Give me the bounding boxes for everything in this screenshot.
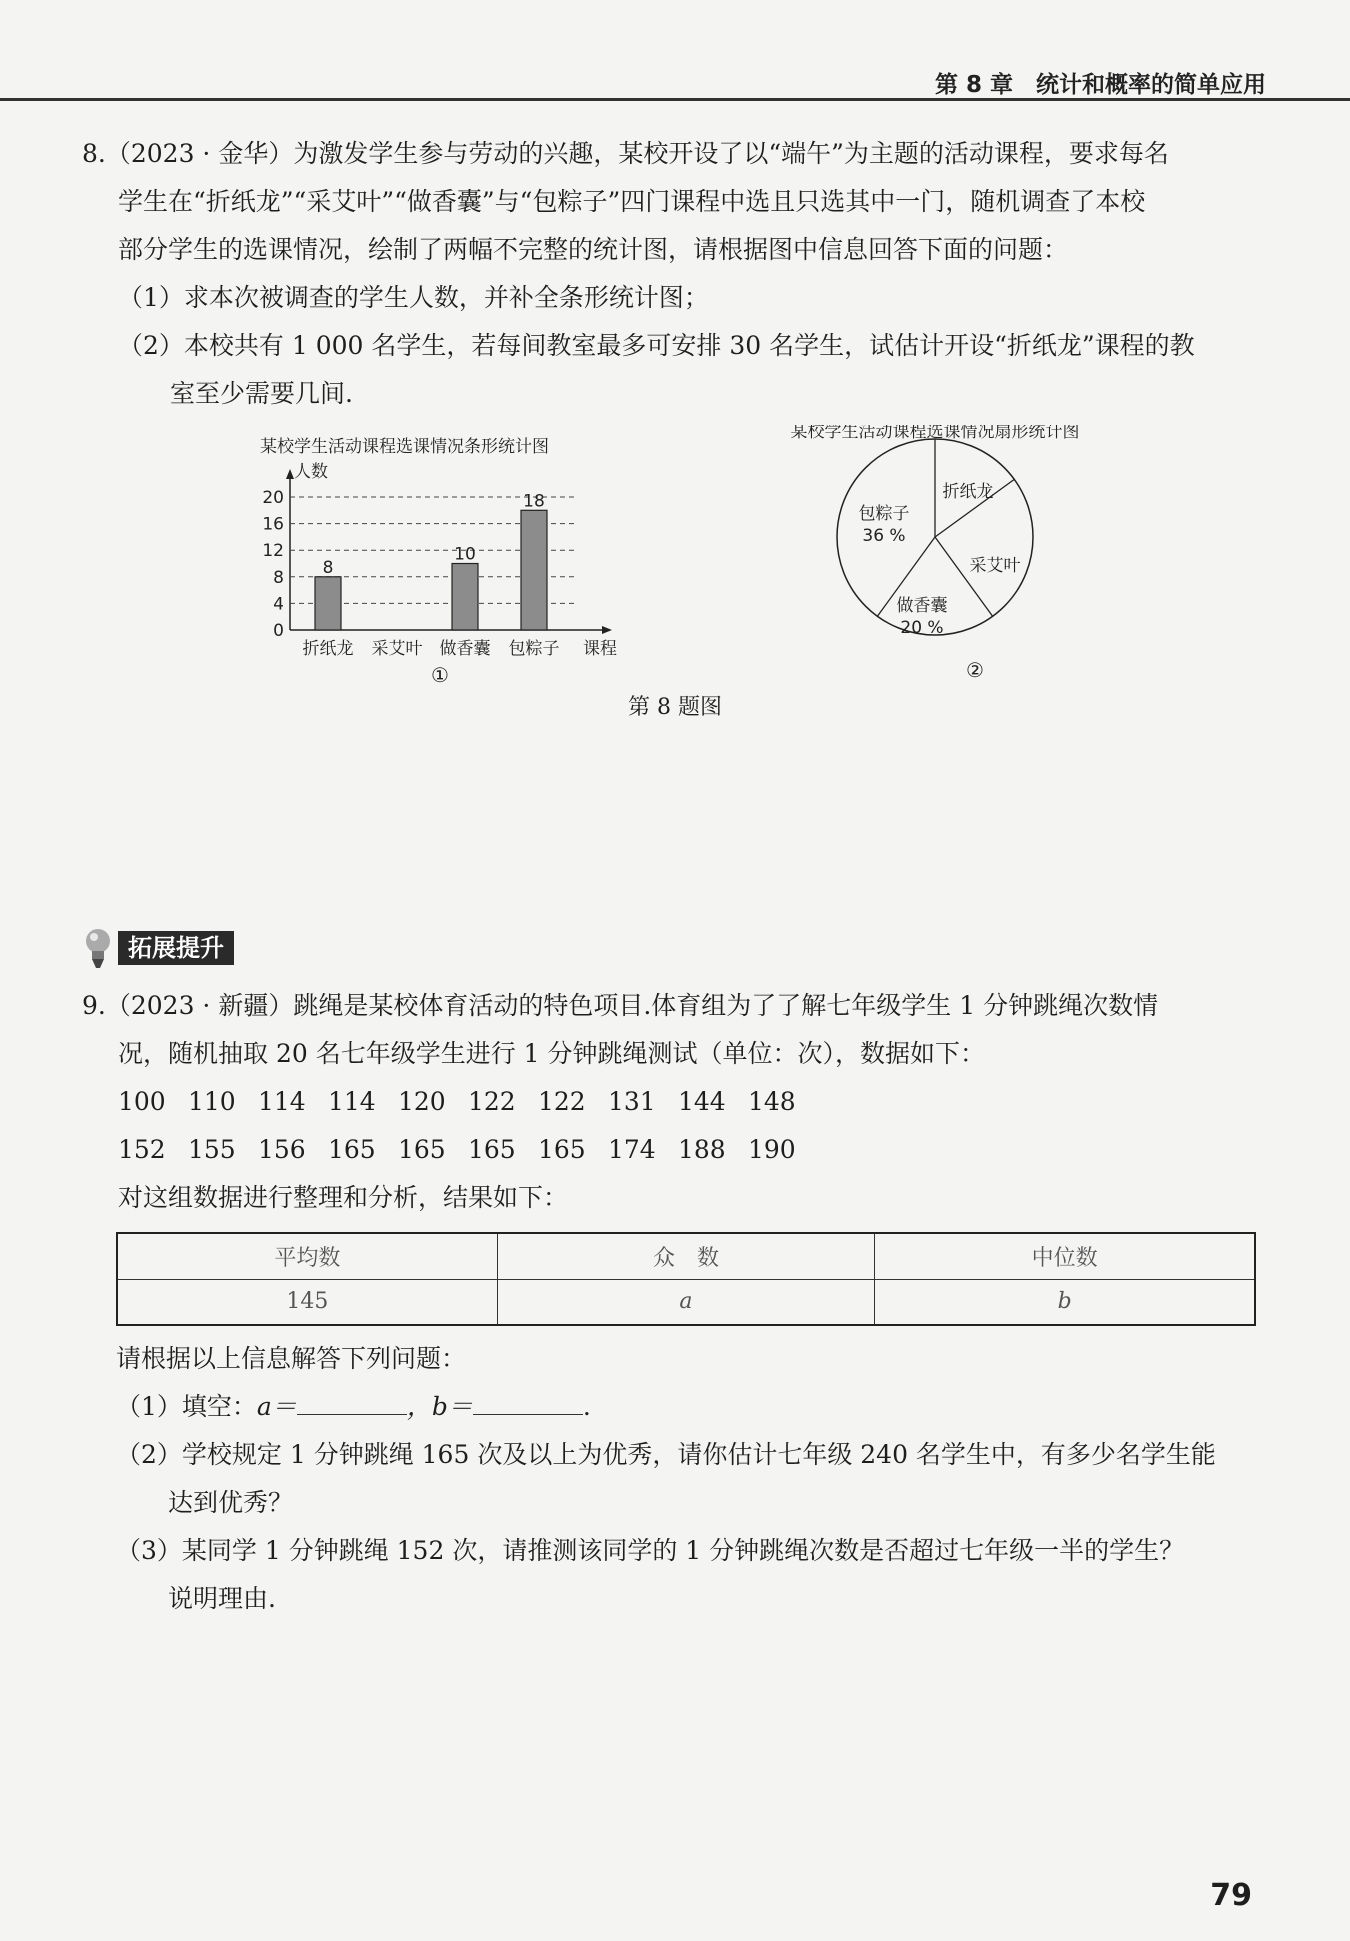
data-row-1-value: 148 <box>748 1087 796 1116</box>
q9-table-intro: 对这组数据进行整理和分析，结果如下： <box>118 1183 569 1212</box>
data-row-2-value: 188 <box>678 1135 726 1164</box>
bar-ytick-label: 0 <box>273 621 284 641</box>
bar-category-label: 做香囊 <box>439 639 491 659</box>
data-row-2-value: 165 <box>538 1135 586 1164</box>
q9-line-1: 9.（2023 · 新疆）跳绳是某校体育活动的特色项目.体育组为了了解七年级学生 1 分钟跳绳次数情 <box>82 991 1159 1020</box>
data-row-2 <box>82 1126 1282 1174</box>
bar-data-label: 18 <box>523 491 545 512</box>
data-row-1-value: 122 <box>538 1087 586 1116</box>
q9-sub-2-line-2: 达到优秀？ <box>168 1488 294 1517</box>
header-rule <box>0 98 1350 101</box>
bar-ytick-label: 16 <box>262 514 284 535</box>
data-row-2-value: 165 <box>398 1135 446 1164</box>
pie-slice-label: 包粽子 <box>858 504 910 524</box>
bar-category-label: 折纸龙 <box>302 639 354 659</box>
stats-table <box>116 1232 1256 1326</box>
bar-ytick-label: 12 <box>262 541 284 562</box>
data-row-1-value: 120 <box>398 1087 446 1116</box>
bar-y-arrow <box>286 469 294 479</box>
data-row-1 <box>82 1078 1282 1126</box>
q9-sub-1-b: ，b＝ <box>406 1392 473 1421</box>
q8-line-3: 部分学生的选课情况，绘制了两幅不完整的统计图，请根据图中信息回答下面的问题： <box>118 235 1069 264</box>
bar-1 <box>315 577 341 630</box>
data-row-2-value: 152 <box>118 1135 166 1164</box>
q9-sub-3-line-1: （3）某同学 1 分钟跳绳 152 次，请推测该同学的 1 分钟跳绳次数是否超过七年级一半的学生？ <box>116 1536 1185 1565</box>
data-row-2-value: 165 <box>328 1135 376 1164</box>
bar-chart-title: 某校学生活动课程选课情况条形统计图 <box>260 437 549 457</box>
bar-ylabel: 人数 <box>294 462 328 482</box>
q9-sub-1 <box>116 1383 1316 1431</box>
data-row-1-value: 114 <box>328 1087 376 1116</box>
bar-ytick-label: 20 <box>262 488 284 508</box>
figure-8 <box>250 425 1130 735</box>
bar-ytick-label: 4 <box>273 594 284 615</box>
bar-ytick-label: 8 <box>273 567 284 588</box>
lightbulb-icon <box>82 926 116 970</box>
bar-figure-label: ① <box>431 663 449 687</box>
q8-line-1: 8.（2023 · 金华）为激发学生参与劳动的兴趣，某校开设了以“端午”为主题的活动课程，要求每名 <box>82 139 1169 168</box>
bar-data-label: 10 <box>454 544 476 565</box>
bar-data-label: 8 <box>322 557 334 578</box>
q9-sub-3-line-2: 说明理由. <box>168 1584 276 1613</box>
q9-sub-1-prefix: （1）填空： <box>116 1392 257 1421</box>
table-header-mean: 平均数 <box>117 1233 497 1279</box>
data-row-2-value: 174 <box>608 1135 656 1164</box>
q8-sub-2-line-1: （2）本校共有 1 000 名学生，若每间教室最多可安排 30 名学生，试估计开设“折纸龙”课程的教 <box>118 331 1195 360</box>
figure-caption: 第 8 题图 <box>628 695 722 720</box>
data-row-1-value: 122 <box>468 1087 516 1116</box>
q9-sub-1-a: a＝ <box>256 1392 297 1421</box>
pie-figure-label: ② <box>966 658 984 682</box>
pie-slice-label: 折纸龙 <box>942 482 994 502</box>
pie-chart-title: 某校学生活动课程选课情况扇形统计图 <box>790 425 1080 442</box>
chapter-title: 第 8 章 统计和概率的简单应用 <box>934 72 1266 98</box>
bar-xlabel: 课程 <box>583 639 617 659</box>
table-row <box>117 1279 1255 1325</box>
data-row-2-value: 165 <box>468 1135 516 1164</box>
data-row-1-value: 114 <box>258 1087 306 1116</box>
data-row-2-value: 155 <box>188 1135 236 1164</box>
question-8 <box>82 130 1282 418</box>
question-9-parts <box>116 1335 1316 1623</box>
bar-category-label: 采艾叶 <box>371 639 423 659</box>
q8-sub-1: （1）求本次被调查的学生人数，并补全条形统计图； <box>118 283 709 312</box>
q8-line-2: 学生在“折纸龙”“采艾叶”“做香囊”与“包粽子”四门课程中选且只选其中一门，随机调查了本校 <box>118 187 1146 216</box>
table-cell-mode: a <box>497 1279 874 1325</box>
q9-sub-1-end: . <box>582 1392 591 1421</box>
pie-slice-value: 36 % <box>862 526 906 546</box>
data-row-1-value: 131 <box>608 1087 656 1116</box>
question-9 <box>82 982 1282 1222</box>
q9-sub-2-line-1: （2）学校规定 1 分钟跳绳 165 次及以上为优秀，请你估计七年级 240 名学生中，有多少名学生能 <box>116 1440 1216 1469</box>
q9-after-table: 请根据以上信息解答下列问题： <box>116 1344 467 1373</box>
table-cell-mean: 145 <box>117 1279 497 1325</box>
page-number: 79 <box>1210 1878 1252 1913</box>
data-row-2-value: 190 <box>748 1135 796 1164</box>
section-banner <box>82 928 234 968</box>
bar-x-arrow <box>602 626 612 634</box>
data-row-2-value: 156 <box>258 1135 306 1164</box>
table-cell-median: b <box>875 1279 1255 1325</box>
data-row-1-value: 100 <box>118 1087 166 1116</box>
pie-slice-label: 采艾叶 <box>969 556 1021 576</box>
blank-a[interactable] <box>297 1385 407 1415</box>
bar-category-label: 包粽子 <box>508 639 560 659</box>
table-header-mode: 众 数 <box>497 1233 874 1279</box>
table-header-row <box>117 1233 1255 1279</box>
q9-line-2: 况，随机抽取 20 名七年级学生进行 1 分钟跳绳测试（单位：次），数据如下： <box>118 1039 986 1068</box>
data-row-1-value: 110 <box>188 1087 236 1116</box>
pie-slice-value: 20 % <box>900 618 944 638</box>
bar-4 <box>521 510 547 630</box>
figure-8-svg <box>250 425 1130 695</box>
data-row-1-value: 144 <box>678 1087 726 1116</box>
table-header-median: 中位数 <box>875 1233 1255 1279</box>
blank-b[interactable] <box>473 1385 583 1415</box>
page-header <box>0 62 1350 102</box>
section-title: 拓展提升 <box>118 931 234 965</box>
q8-sub-2-line-2: 室至少需要几间. <box>170 379 353 408</box>
pie-slice-label: 做香囊 <box>896 596 948 616</box>
bar-3 <box>452 564 478 631</box>
